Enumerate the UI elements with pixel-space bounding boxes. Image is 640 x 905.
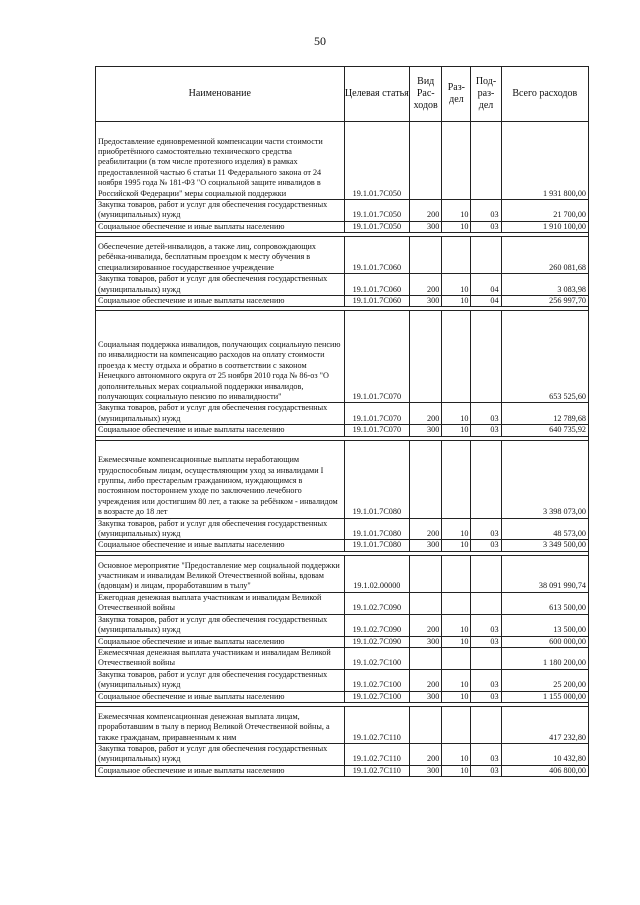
cell-name: Социальное обеспечение и иные выплаты населению [96,765,345,776]
cell-code: 19.1.01.7С050 [344,122,410,200]
cell-total: 640 735,92 [501,425,588,436]
table-row [96,691,589,702]
cell-code: 19.1.01.7С070 [344,403,410,425]
cell-vid: 300 [410,540,442,551]
table-row [96,122,589,200]
cell-code: 19.1.01.7С060 [344,296,410,307]
cell-code: 19.1.01.7С070 [344,311,410,403]
cell-razdel: 10 [442,274,471,296]
cell-total: 38 091 990,74 [501,555,588,592]
cell-name: Социальное обеспечение и иные выплаты населению [96,296,345,307]
table-row [96,592,589,614]
cell-razdel: 10 [442,669,471,691]
cell-podrazdel: 03 [471,540,501,551]
cell-vid [410,555,442,592]
cell-vid [410,311,442,403]
table-body [96,122,589,777]
cell-vid: 200 [410,669,442,691]
header-total: Всего расходов [501,67,588,122]
cell-code: 19.1.01.7С070 [344,425,410,436]
cell-podrazdel: 04 [471,274,501,296]
cell-podrazdel: 03 [471,518,501,540]
cell-vid [410,647,442,669]
cell-name: Закупка товаров, работ и услуг для обеспечения государственных (муниципальных) нужд [96,200,345,222]
cell-podrazdel: 03 [471,636,501,647]
cell-total: 406 800,00 [501,765,588,776]
cell-vid [410,122,442,200]
cell-name: Социальная поддержка инвалидов, получающих социальную пенсию по инвалидности на компенсацию расходов на оплату стоимости проезда к месту отдыха и обратно в соответствии с законом Ненецкого автономного округа от 25 ноября 2010 года № 86-оз "О дополнительных мерах социальной поддержки инвалидов, получающих социальную пенсию по инвалидности" [96,311,345,403]
cell-code: 19.1.02.7С100 [344,647,410,669]
table-row [96,425,589,436]
cell-total: 1 910 100,00 [501,221,588,232]
cell-vid [410,440,442,518]
cell-podrazdel: 03 [471,221,501,232]
table-row [96,200,589,222]
table-row [96,540,589,551]
cell-vid: 200 [410,614,442,636]
cell-podrazdel: 03 [471,614,501,636]
cell-code: 19.1.01.7С060 [344,237,410,274]
cell-razdel: 10 [442,296,471,307]
budget-table [95,66,589,777]
cell-total: 260 081,68 [501,237,588,274]
cell-code: 19.1.01.7С060 [344,274,410,296]
cell-name: Ежемесячная компенсационная денежная выплата лицам, проработавшим в тылу в период Великой Отечественной войны, а также гражданам, приравненным к ним [96,706,345,743]
cell-razdel [442,555,471,592]
cell-name: Ежемесячные компенсационные выплаты неработающим трудоспособным лицам, осуществляющим уход за инвалидами I группы, либо престарелым гражданином, нуждающимся в постоянном постороннем уходе по заключению лечебного учреждения или достигшим 80 лет, а также за ребёнком - инвалидом в возрасте до 18 лет [96,440,345,518]
cell-podrazdel [471,122,501,200]
table-row [96,440,589,518]
cell-name: Ежегодная денежная выплата участникам и инвалидам Великой Отечественной войны [96,592,345,614]
cell-total: 256 997,70 [501,296,588,307]
cell-podrazdel [471,311,501,403]
cell-podrazdel: 03 [471,200,501,222]
table-row [96,647,589,669]
cell-name: Закупка товаров, работ и услуг для обеспечения государственных (муниципальных) нужд [96,274,345,296]
cell-podrazdel [471,440,501,518]
cell-vid: 300 [410,296,442,307]
cell-razdel [442,122,471,200]
cell-vid: 300 [410,691,442,702]
cell-vid: 200 [410,403,442,425]
cell-podrazdel [471,237,501,274]
table-row [96,765,589,776]
cell-vid: 200 [410,743,442,765]
cell-razdel: 10 [442,200,471,222]
cell-vid: 200 [410,200,442,222]
cell-vid: 200 [410,274,442,296]
cell-razdel: 10 [442,425,471,436]
cell-total: 613 500,00 [501,592,588,614]
cell-total: 3 083,98 [501,274,588,296]
cell-razdel: 10 [442,540,471,551]
cell-vid: 300 [410,221,442,232]
cell-vid: 300 [410,636,442,647]
cell-razdel [442,592,471,614]
header-podrazdel: Под-раз-дел [471,67,501,122]
table-row [96,403,589,425]
cell-total: 48 573,00 [501,518,588,540]
cell-total: 1 931 800,00 [501,122,588,200]
table-row [96,237,589,274]
table-row [96,555,589,592]
cell-vid: 200 [410,518,442,540]
table-row [96,743,589,765]
cell-razdel: 10 [442,403,471,425]
table-row [96,221,589,232]
cell-total: 3 349 500,00 [501,540,588,551]
cell-code: 19.1.02.7С100 [344,669,410,691]
cell-total: 10 432,80 [501,743,588,765]
cell-podrazdel: 03 [471,403,501,425]
cell-name: Социальное обеспечение и иные выплаты населению [96,636,345,647]
cell-name: Предоставление единовременной компенсации части стоимости приобретённого самостоятельно технического средства реабилитации (в том числе протезного изделия) в рамках предоставленной частью 6 статьи 11 Федерального закона от 24 ноября 1995 года № 181-ФЗ "О социальной защите инвалидов в Российской Федерации" меры социальной поддержки [96,122,345,200]
table-header-row [96,67,589,122]
cell-vid: 300 [410,765,442,776]
cell-code: 19.1.01.7С080 [344,518,410,540]
table-row [96,614,589,636]
cell-razdel: 10 [442,691,471,702]
cell-code: 19.1.01.7С050 [344,221,410,232]
cell-name: Социальное обеспечение и иные выплаты населению [96,540,345,551]
cell-podrazdel [471,555,501,592]
cell-podrazdel: 04 [471,296,501,307]
cell-code: 19.1.02.7С110 [344,706,410,743]
cell-name: Основное мероприятие "Предоставление мер социальной поддержки участникам и инвалидам Великой Отечественной войны, вдовам (вдовцам) и лицам, проработавшим в тылу" [96,555,345,592]
cell-vid [410,237,442,274]
cell-total: 3 398 073,00 [501,440,588,518]
cell-vid: 300 [410,425,442,436]
cell-podrazdel: 03 [471,765,501,776]
cell-total: 1 155 000,00 [501,691,588,702]
cell-name: Закупка товаров, работ и услуг для обеспечения государственных (муниципальных) нужд [96,403,345,425]
cell-name: Социальное обеспечение и иные выплаты населению [96,425,345,436]
cell-total: 653 525,60 [501,311,588,403]
cell-razdel: 10 [442,743,471,765]
table-row [96,274,589,296]
cell-name: Закупка товаров, работ и услуг для обеспечения государственных (муниципальных) нужд [96,614,345,636]
table-row [96,669,589,691]
cell-razdel: 10 [442,636,471,647]
table-row [96,706,589,743]
table-row [96,636,589,647]
cell-code: 19.1.02.7С110 [344,743,410,765]
cell-name: Закупка товаров, работ и услуг для обеспечения государственных (муниципальных) нужд [96,669,345,691]
cell-code: 19.1.02.7С090 [344,636,410,647]
header-razdel: Раз-дел [442,67,471,122]
cell-total: 25 200,00 [501,669,588,691]
cell-podrazdel: 03 [471,691,501,702]
cell-podrazdel [471,592,501,614]
cell-code: 19.1.02.7С090 [344,614,410,636]
cell-total: 417 232,80 [501,706,588,743]
header-vid: Вид Рас-ходов [410,67,442,122]
header-code: Целевая статья [344,67,410,122]
cell-code: 19.1.02.7С090 [344,592,410,614]
cell-code: 19.1.01.7С080 [344,540,410,551]
table-row [96,518,589,540]
cell-podrazdel [471,647,501,669]
cell-razdel: 10 [442,765,471,776]
cell-total: 12 789,68 [501,403,588,425]
cell-podrazdel: 03 [471,425,501,436]
cell-razdel [442,647,471,669]
cell-razdel: 10 [442,221,471,232]
cell-code: 19.1.01.7С080 [344,440,410,518]
cell-podrazdel: 03 [471,669,501,691]
cell-razdel [442,706,471,743]
cell-code: 19.1.02.7С100 [344,691,410,702]
cell-code: 19.1.02.00000 [344,555,410,592]
cell-total: 1 180 200,00 [501,647,588,669]
cell-name: Социальное обеспечение и иные выплаты населению [96,691,345,702]
cell-name: Социальное обеспечение и иные выплаты населению [96,221,345,232]
cell-razdel [442,440,471,518]
header-name: Наименование [96,67,345,122]
page-number: 50 [314,34,326,48]
cell-name: Закупка товаров, работ и услуг для обеспечения государственных (муниципальных) нужд [96,743,345,765]
table-row [96,296,589,307]
table-row [96,311,589,403]
cell-vid [410,706,442,743]
cell-name: Закупка товаров, работ и услуг для обеспечения государственных (муниципальных) нужд [96,518,345,540]
cell-code: 19.1.01.7С050 [344,200,410,222]
cell-total: 21 700,00 [501,200,588,222]
cell-total: 600 000,00 [501,636,588,647]
cell-code: 19.1.02.7С110 [344,765,410,776]
cell-total: 13 500,00 [501,614,588,636]
cell-podrazdel [471,706,501,743]
cell-vid [410,592,442,614]
cell-razdel: 10 [442,518,471,540]
cell-razdel [442,237,471,274]
cell-name: Обеспечение детей-инвалидов, а также лиц, сопровождающих ребёнка-инвалида, бесплатным проездом к месту обучения в специализированное государственное учреждение [96,237,345,274]
cell-name: Ежемесячная денежная выплата участникам и инвалидам Великой Отечественной войны [96,647,345,669]
cell-razdel [442,311,471,403]
cell-podrazdel: 03 [471,743,501,765]
cell-razdel: 10 [442,614,471,636]
